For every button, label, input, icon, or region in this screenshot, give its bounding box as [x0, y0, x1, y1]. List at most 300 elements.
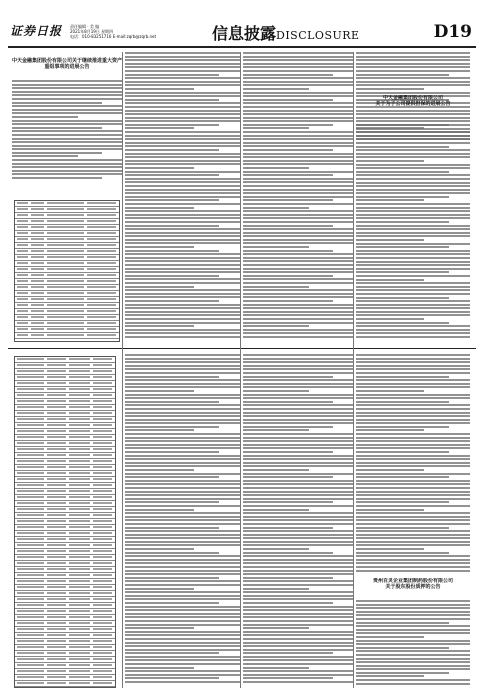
- text-line: [356, 92, 470, 94]
- text-line: [125, 444, 240, 446]
- text-line: [125, 570, 240, 572]
- table-cell: [69, 472, 90, 474]
- text-line: [125, 512, 240, 514]
- text-line: [356, 156, 470, 158]
- text-line: [125, 412, 240, 414]
- table-cell: [93, 448, 112, 450]
- table-cell: [93, 370, 112, 372]
- table-cell: [47, 310, 84, 312]
- text-line: [125, 127, 194, 129]
- table-cell: [47, 370, 66, 372]
- text-line: [243, 235, 353, 237]
- text-line: [243, 102, 353, 104]
- text-line: [12, 138, 122, 140]
- text-line: [356, 70, 470, 72]
- text-line: [125, 92, 240, 94]
- text-line: [356, 207, 470, 209]
- text-line: [243, 677, 333, 679]
- text-line: [243, 469, 309, 471]
- text-line: [125, 81, 240, 83]
- table-cell: [87, 214, 116, 216]
- table-cell: [69, 376, 90, 378]
- text-line: [356, 203, 470, 205]
- text-line: [356, 185, 470, 187]
- text-line: [12, 130, 122, 132]
- text-line: [125, 260, 240, 262]
- table-cell: [69, 364, 90, 366]
- table-cell: [69, 430, 90, 432]
- table-cell: [69, 616, 90, 618]
- table-cell: [69, 670, 90, 672]
- text-line: [125, 516, 240, 518]
- text-line: [243, 544, 353, 546]
- text-line: [125, 358, 240, 360]
- text-line: [125, 282, 240, 284]
- text-line: [356, 268, 470, 270]
- text-line: [356, 552, 449, 554]
- text-line: [243, 149, 333, 151]
- text-line: [125, 509, 194, 511]
- text-line: [125, 210, 240, 212]
- table-cell: [69, 406, 90, 408]
- text-line: [12, 159, 122, 161]
- text-line: [125, 314, 240, 316]
- table-cell: [93, 358, 112, 360]
- text-line: [356, 401, 449, 403]
- text-line: [356, 519, 470, 521]
- text-line: [125, 530, 240, 532]
- table-cell: [17, 556, 44, 558]
- text-line: [125, 192, 240, 194]
- text-line: [243, 214, 353, 216]
- text-line: [356, 235, 470, 237]
- table-cell: [47, 598, 66, 600]
- text-line: [125, 537, 240, 539]
- table-cell: [47, 526, 66, 528]
- text-line: [12, 116, 78, 118]
- text-line: [125, 318, 240, 320]
- text-line: [243, 99, 333, 101]
- table-cell: [17, 550, 44, 552]
- table-cell: [93, 442, 112, 444]
- text-line: [125, 426, 219, 428]
- table-cell: [69, 520, 90, 522]
- table-cell: [87, 280, 116, 282]
- table-cell: [47, 670, 66, 672]
- text-line: [356, 264, 470, 266]
- table-cell: [31, 214, 44, 216]
- table-cell: [69, 502, 90, 504]
- text-line: [356, 52, 470, 54]
- table-cell: [47, 364, 66, 366]
- table-cell: [47, 202, 84, 204]
- text-line: [125, 555, 240, 557]
- text-line: [125, 476, 219, 478]
- text-line: [243, 120, 353, 122]
- text-line: [243, 282, 353, 284]
- text-line: [356, 372, 470, 374]
- text-line: [125, 674, 240, 676]
- table-cell: [47, 406, 66, 408]
- text-line: [243, 318, 353, 320]
- table-cell: [93, 550, 112, 552]
- text-line: [243, 307, 353, 309]
- table-cell: [31, 232, 44, 234]
- text-line: [356, 286, 470, 288]
- table-cell: [17, 604, 44, 606]
- table-cell: [93, 622, 112, 624]
- table-cell: [47, 424, 66, 426]
- table-cell: [17, 568, 44, 570]
- text-column-3-bottom: [243, 354, 353, 688]
- table-cell: [47, 622, 66, 624]
- text-line: [243, 253, 353, 255]
- text-line: [356, 221, 449, 223]
- table-cell: [17, 406, 44, 408]
- text-line: [243, 437, 353, 439]
- table-cell: [47, 376, 66, 378]
- text-line: [125, 534, 240, 536]
- table-cell: [69, 484, 90, 486]
- article-code-line: [12, 52, 122, 56]
- table-cell: [93, 418, 112, 420]
- article-heading-block-bottom-right: [356, 578, 470, 596]
- table-cell: [69, 454, 90, 456]
- table-column-2: [125, 52, 240, 342]
- text-line: [243, 52, 353, 54]
- text-line: [125, 228, 240, 230]
- text-line: [356, 458, 470, 460]
- text-line: [243, 293, 353, 295]
- text-line: [125, 591, 240, 593]
- text-line: [356, 455, 470, 457]
- text-line: [125, 232, 240, 234]
- text-line: [356, 246, 449, 248]
- table-cell: [47, 286, 84, 288]
- text-line: [356, 196, 449, 198]
- table-cell: [69, 556, 90, 558]
- text-line: [125, 681, 240, 683]
- text-line: [243, 681, 353, 683]
- text-line: [356, 625, 470, 627]
- text-line: [356, 632, 470, 634]
- text-line: [125, 325, 194, 327]
- text-line: [243, 401, 333, 403]
- text-line: [356, 429, 424, 431]
- text-line: [125, 304, 240, 306]
- text-line: [125, 110, 240, 112]
- column-divider: [353, 52, 354, 688]
- table-cell: [47, 214, 84, 216]
- text-line: [356, 124, 470, 126]
- table-cell: [93, 454, 112, 456]
- table-cell: [17, 592, 44, 594]
- article-top-left: [12, 52, 122, 182]
- table-cell: [69, 526, 90, 528]
- table-cell: [31, 226, 44, 228]
- text-line: [243, 541, 353, 543]
- table-cell: [69, 544, 90, 546]
- body-text-block: [12, 80, 122, 181]
- page-middle-rule: [8, 348, 476, 349]
- text-line: [125, 372, 240, 374]
- table-cell: [17, 538, 44, 540]
- text-line: [125, 95, 240, 97]
- text-line: [243, 480, 353, 482]
- table-cell: [47, 508, 66, 510]
- table-cell: [17, 622, 44, 624]
- text-line: [125, 138, 240, 140]
- text-line: [356, 138, 470, 140]
- text-line: [125, 225, 219, 227]
- table-cell: [17, 454, 44, 456]
- table-cell: [69, 562, 90, 564]
- text-line: [243, 278, 353, 280]
- table-cell: [17, 514, 44, 516]
- text-line: [356, 476, 449, 478]
- body-text-block: [125, 52, 240, 340]
- table-cell: [17, 508, 44, 510]
- table-cell: [47, 472, 66, 474]
- table-cell: [17, 238, 28, 240]
- table-cell: [69, 658, 90, 660]
- table-cell: [47, 478, 66, 480]
- table-cell: [47, 238, 84, 240]
- text-line: [356, 365, 470, 367]
- text-line: [125, 275, 219, 277]
- text-line: [243, 465, 353, 467]
- table-cell: [69, 646, 90, 648]
- text-line: [356, 629, 470, 631]
- text-line: [356, 153, 470, 155]
- text-line: [356, 225, 470, 227]
- text-line: [125, 365, 240, 367]
- table-cell: [69, 568, 90, 570]
- text-line: [356, 683, 470, 685]
- table-cell: [87, 322, 116, 324]
- table-cell: [93, 562, 112, 564]
- text-line: [12, 127, 102, 129]
- text-line: [356, 494, 470, 496]
- table-cell: [17, 520, 44, 522]
- table-cell: [87, 202, 116, 204]
- table-cell: [17, 370, 44, 372]
- text-line: [356, 437, 470, 439]
- table-cell: [69, 550, 90, 552]
- text-line: [125, 88, 194, 90]
- table-cell: [47, 550, 66, 552]
- text-line: [125, 616, 240, 618]
- text-line: [356, 501, 449, 503]
- text-line: [243, 408, 353, 410]
- text-line: [12, 87, 122, 89]
- table-cell: [87, 298, 116, 300]
- text-line: [125, 606, 240, 608]
- text-line: [243, 117, 353, 119]
- text-line: [125, 397, 240, 399]
- text-line: [12, 94, 122, 96]
- text-line: [243, 110, 353, 112]
- table-cell: [69, 628, 90, 630]
- text-line: [125, 268, 240, 270]
- table-cell: [17, 394, 44, 396]
- text-line: [125, 235, 240, 237]
- text-line: [356, 534, 470, 536]
- table-cell: [17, 664, 44, 666]
- text-line: [243, 95, 353, 97]
- text-line: [12, 166, 122, 168]
- text-line: [125, 422, 240, 424]
- table-cell: [17, 472, 44, 474]
- text-line: [243, 566, 353, 568]
- text-line: [356, 142, 470, 144]
- text-line: [243, 275, 333, 277]
- text-line: [125, 185, 240, 187]
- text-line: [125, 322, 240, 324]
- table-cell: [17, 376, 44, 378]
- text-line: [243, 189, 353, 191]
- text-line: [125, 440, 240, 442]
- text-line: [125, 99, 219, 101]
- masthead-rule: [8, 46, 476, 48]
- text-line: [125, 160, 240, 162]
- text-line: [125, 376, 219, 378]
- text-line: [243, 609, 353, 611]
- table-cell: [93, 382, 112, 384]
- text-line: [243, 163, 353, 165]
- text-line: [356, 412, 470, 414]
- table-cell: [17, 628, 44, 630]
- table-cell: [47, 532, 66, 534]
- text-line: [356, 516, 470, 518]
- table-cell: [47, 322, 84, 324]
- table-cell: [69, 634, 90, 636]
- text-line: [243, 519, 353, 521]
- text-line: [243, 620, 353, 622]
- text-line: [243, 487, 353, 489]
- text-line: [243, 616, 353, 618]
- table-cell: [93, 538, 112, 540]
- table-cell: [93, 508, 112, 510]
- table-cell: [87, 334, 116, 336]
- text-line: [243, 419, 353, 421]
- table-cell: [69, 358, 90, 360]
- table-cell: [47, 676, 66, 678]
- text-line: [356, 505, 470, 507]
- text-line: [356, 59, 470, 61]
- text-column-4-end: [356, 598, 470, 688]
- table-cell: [47, 592, 66, 594]
- table-cell: [47, 538, 66, 540]
- text-line: [125, 620, 240, 622]
- text-line: [356, 555, 470, 557]
- text-line: [125, 52, 240, 54]
- text-line: [243, 584, 353, 586]
- text-line: [243, 634, 353, 636]
- article-heading-block-mid-right: [356, 95, 470, 119]
- table-cell: [47, 430, 66, 432]
- text-line: [125, 221, 240, 223]
- table-cell: [47, 244, 84, 246]
- text-line: [356, 307, 470, 309]
- text-line: [243, 386, 353, 388]
- text-line: [12, 152, 102, 154]
- text-line: [243, 153, 353, 155]
- text-line: [243, 167, 309, 169]
- table-cell: [87, 268, 116, 270]
- table-cell: [93, 670, 112, 672]
- text-line: [243, 415, 353, 417]
- text-column-2-bottom: [125, 354, 240, 688]
- table-cell: [17, 214, 28, 216]
- text-line: [12, 155, 78, 157]
- text-line: [356, 279, 424, 281]
- text-line: [125, 271, 240, 273]
- text-line: [356, 56, 470, 58]
- table-cell: [47, 682, 66, 684]
- table-cell: [47, 634, 66, 636]
- text-line: [243, 598, 353, 600]
- table-cell: [93, 502, 112, 504]
- table-cell: [47, 226, 84, 228]
- table-cell: [31, 286, 44, 288]
- text-line: [356, 451, 449, 453]
- table-cell: [17, 526, 44, 528]
- text-line: [243, 221, 353, 223]
- text-line: [125, 544, 240, 546]
- text-line: [356, 447, 470, 449]
- text-line: [243, 239, 353, 241]
- table-cell: [69, 574, 90, 576]
- table-cell: [93, 574, 112, 576]
- text-line: [243, 667, 309, 669]
- table-cell: [69, 460, 90, 462]
- table-cell: [47, 502, 66, 504]
- text-line: [356, 282, 470, 284]
- text-line: [243, 588, 309, 590]
- text-line: [243, 674, 353, 676]
- text-line: [243, 286, 309, 288]
- text-line: [243, 624, 353, 626]
- text-line: [125, 541, 240, 543]
- text-line: [243, 203, 353, 205]
- text-line: [243, 174, 333, 176]
- text-line: [243, 394, 353, 396]
- text-line: [356, 210, 470, 212]
- table-cell: [93, 592, 112, 594]
- table-cell: [93, 658, 112, 660]
- table-cell: [17, 436, 44, 438]
- text-line: [243, 92, 353, 94]
- text-line: [356, 600, 470, 602]
- table-cell: [87, 232, 116, 234]
- table-cell: [93, 364, 112, 366]
- text-line: [125, 659, 240, 661]
- table-cell: [47, 448, 66, 450]
- table-cell: [47, 556, 66, 558]
- text-line: [12, 123, 122, 125]
- text-line: [356, 570, 470, 572]
- table-cell: [69, 664, 90, 666]
- table-cell: [87, 226, 116, 228]
- table-cell: [87, 286, 116, 288]
- text-line: [243, 138, 353, 140]
- text-line: [243, 537, 353, 539]
- text-line: [125, 199, 219, 201]
- text-line: [12, 148, 122, 150]
- text-line: [356, 473, 470, 475]
- text-line: [12, 84, 122, 86]
